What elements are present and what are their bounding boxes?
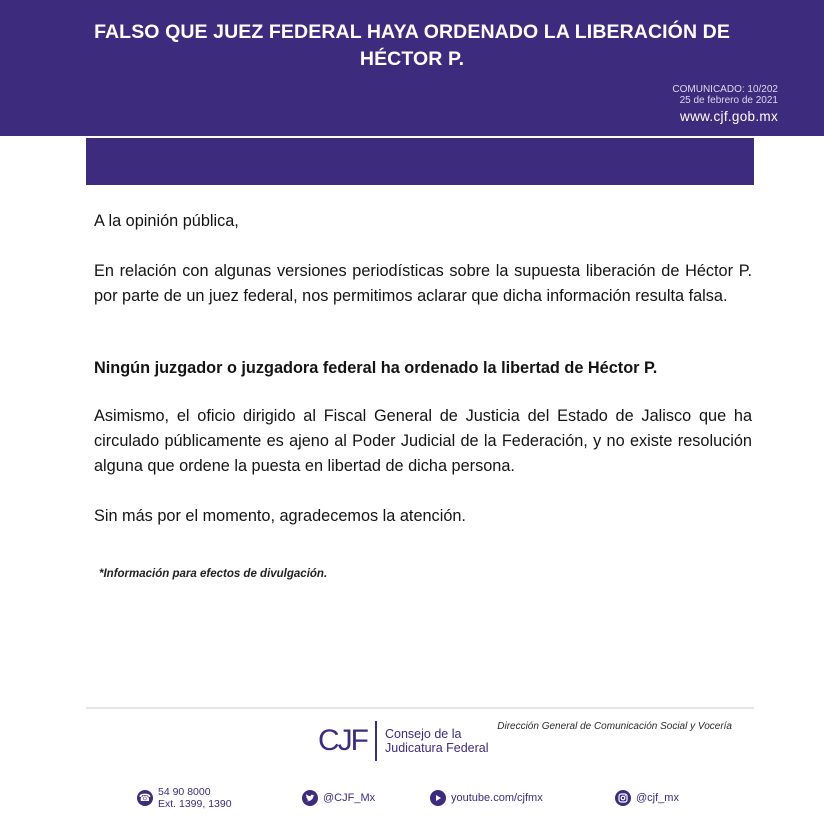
bold-statement: Ningún juzgador o juzgadora federal ha ordenado la libertad de Héctor P. [94,359,658,377]
comunicado-date: 25 de febrero de 2021 [679,95,778,106]
page-title: FALSO QUE JUEZ FEDERAL HAYA ORDENADO LA LIBERACIÓN DE HÉCTOR P. [94,21,730,70]
comunicado-number: COMUNICADO: 10/202 [672,84,778,95]
website-link[interactable]: www.cjf.gob.mx [680,109,778,124]
decorative-bar [86,138,754,185]
youtube-contact[interactable] [430,790,543,806]
closing-line: Sin más por el momento, agradecemos la atención. [94,507,466,525]
paragraph-details: Asimismo, el oficio dirigido al Fiscal General de Justicia del Estado de Jalisco que ha circulado públicamente es ajeno al Poder Judicial de la Federación, y no existe resolución alguna que ordene la puesta en libertad de dicha persona. [94,407,752,475]
cjf-logo [318,721,489,761]
instagram-handle: @cjf_mx [636,792,679,804]
phone-extension: Ext. 1399, 1390 [158,798,232,810]
header-banner [0,0,824,136]
youtube-channel: youtube.com/cjfmx [451,792,543,804]
paragraph-intro: En relación con algunas versiones periodísticas sobre la supuesta liberación de Héctor P. por parte de un juez federal, nos permitimos aclarar que dicha información resulta falsa. [94,262,752,305]
footer-divider [86,707,754,709]
instagram-icon [615,790,631,806]
phone-number: 54 90 8000 [158,786,211,798]
twitter-handle: @CJF_Mx [323,792,376,804]
logo-name-line-2: Judicatura Federal [385,741,489,755]
greeting: A la opinión pública, [94,212,239,230]
logo-mark: CJF [318,724,367,757]
phone-contact[interactable] [137,786,232,810]
logo-name [385,727,489,755]
comunicado-info [672,84,778,106]
twitter-contact[interactable] [302,790,375,806]
logo-name-line-1: Consejo de la [385,727,462,741]
department-name: Dirección General de Comunicación Social y Vocería [497,721,732,732]
twitter-icon [302,790,318,806]
instagram-contact[interactable] [615,790,679,806]
youtube-icon [430,790,446,806]
disclosure-note: *Información para efectos de divulgación. [99,568,328,580]
phone-icon: ☎ [137,790,153,806]
logo-separator [375,721,377,761]
